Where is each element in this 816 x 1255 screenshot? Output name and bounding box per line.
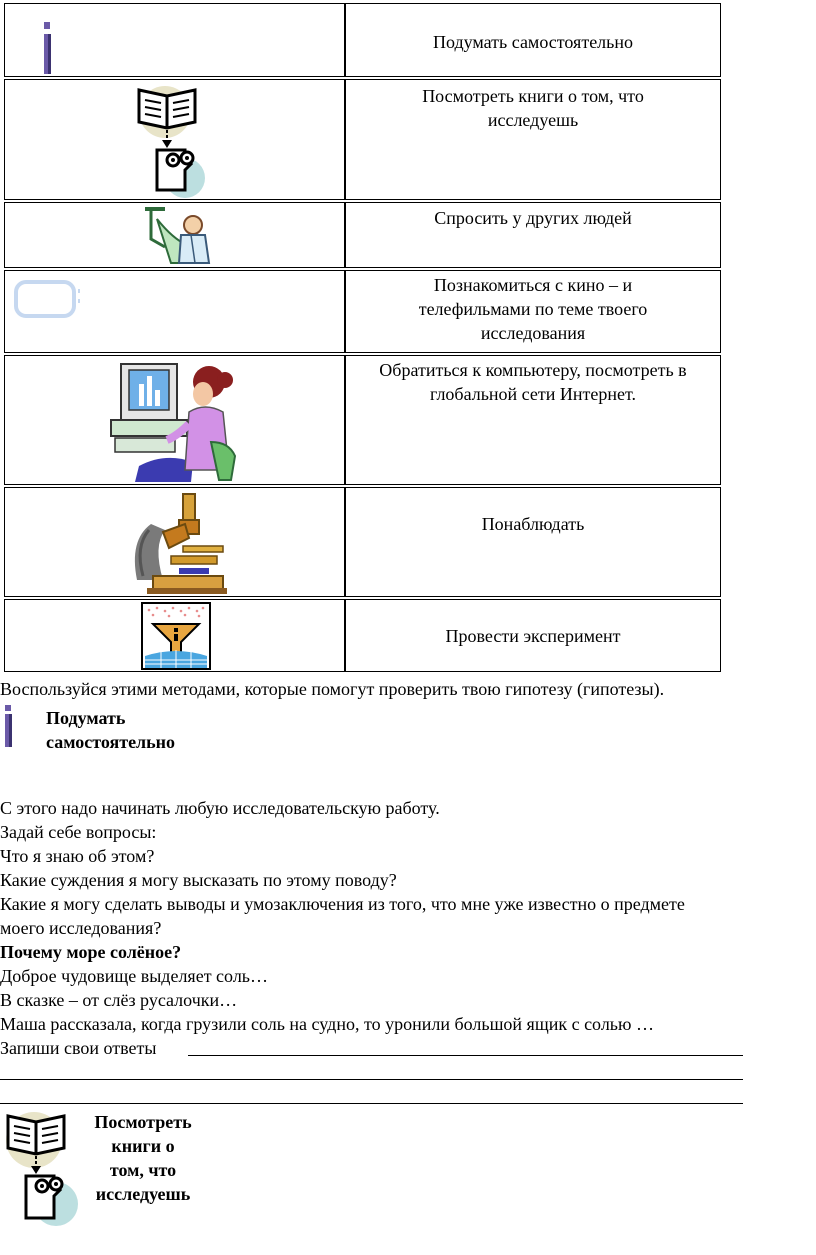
table-row-2-text-cell [345, 79, 721, 200]
section1-line-5: Какие я могу сделать выводы и умозаключения из того, что мне уже известно о предмете [0, 894, 685, 914]
table-row-2-icon-cell [4, 79, 345, 200]
table-row-7-icon-cell [4, 599, 345, 672]
answer-line-1[interactable] [188, 1055, 743, 1056]
info-icon [41, 20, 57, 76]
funnel-experiment-icon [141, 602, 211, 670]
section1-heading-line1: Подумать [46, 708, 126, 728]
section2-heading-line2: книги о [111, 1136, 175, 1156]
answer-line-3[interactable] [0, 1103, 743, 1104]
section1-line-1: С этого надо начинать любую исследовательскую работу. [0, 798, 440, 818]
book-reader-icon [133, 82, 219, 198]
table-row-3-text-cell [345, 202, 721, 268]
section2-heading-line4: исследуешь [95, 1184, 191, 1204]
table-row-6-text-cell [345, 487, 721, 597]
table-row-7-text-cell [345, 599, 721, 672]
section2-heading-line3: том, что [109, 1160, 177, 1180]
section1-line-4: Какие суждения я могу высказать по этому поводу? [0, 870, 397, 890]
section1-answer-2: В сказке – от слёз русалочки… [0, 990, 238, 1010]
book-reader-icon [2, 1108, 88, 1226]
answer-line-2[interactable] [0, 1079, 743, 1080]
computer-user-icon [105, 358, 245, 484]
table-row-3-icon-cell [4, 202, 345, 268]
section1-answer-1: Доброе чудовище выделяет соль… [0, 966, 269, 986]
table-row-6-icon-cell [4, 487, 345, 597]
section1-line-6: моего исследования? [0, 918, 162, 938]
person-asking-icon [143, 205, 213, 267]
write-prompt: Запиши свои ответы [0, 1038, 157, 1058]
info-icon [2, 704, 16, 748]
table-row-4-text-cell [345, 270, 721, 353]
table-row-4-icon-cell [4, 270, 345, 353]
section2-heading-line1: Посмотреть [94, 1112, 192, 1132]
table-row-5-text: Обратиться к компьютеру, посмотреть в глобальной сети Интернет. [379, 360, 687, 404]
table-row-3-text: Спросить у других людей [434, 208, 632, 228]
table-row-1-text-cell [345, 3, 721, 77]
intro-text: Воспользуйся этими методами, которые помогут проверить твою гипотезу (гипотезы). [0, 679, 665, 699]
table-row-2-text: Посмотреть книги о том, что исследуешь [422, 86, 644, 130]
section1-question: Почему море солёное? [0, 942, 182, 962]
table-row-4-text: Познакомиться с кино – и телефильмами по теме твоего исследования [418, 275, 648, 343]
table-row-1-icon-cell [4, 3, 345, 77]
table-row-6-text: Понаблюдать [481, 514, 585, 534]
section1-heading-line2: самостоятельно [46, 732, 176, 752]
section1-answer-3: Маша рассказала, когда грузили соль на судно, то уронили большой ящик с солью … [0, 1014, 654, 1034]
table-row-5-text-cell [345, 355, 721, 485]
microscope-icon [123, 490, 233, 596]
section1-line-3: Что я знаю об этом? [0, 846, 155, 866]
table-row-7-text: Провести эксперимент [445, 626, 621, 646]
screen-icon [13, 279, 83, 321]
section1-line-2: Задай себе вопросы: [0, 822, 157, 842]
table-row-1-text: Подумать самостоятельно [432, 32, 634, 52]
table-row-5-icon-cell [4, 355, 345, 485]
